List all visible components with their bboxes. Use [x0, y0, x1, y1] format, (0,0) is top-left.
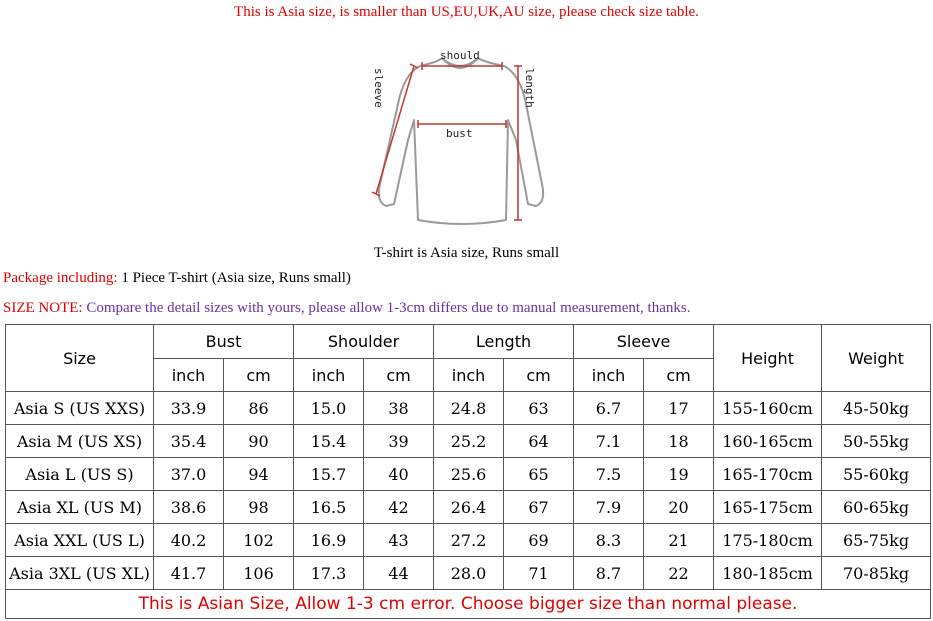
table-row	[6, 491, 931, 524]
cell-shoulder-inch: 15.0	[294, 392, 364, 425]
cell-shoulder-cm: 42	[364, 491, 434, 524]
cell-length-cm: 63	[504, 392, 574, 425]
cell-shoulder-cm: 44	[364, 557, 434, 590]
header-bust: Bust	[154, 325, 294, 359]
table-row	[6, 458, 931, 491]
cell-shoulder-cm: 38	[364, 392, 434, 425]
sleeve-label: sleeve	[372, 68, 385, 108]
table-row	[6, 425, 931, 458]
cell-weight: 65-75kg	[822, 524, 931, 557]
size-note-line	[3, 299, 690, 317]
cell-shoulder-inch: 16.5	[294, 491, 364, 524]
cell-bust-cm: 90	[224, 425, 294, 458]
bust-label: bust	[446, 127, 473, 140]
table-row	[6, 392, 931, 425]
header-size: Size	[6, 325, 154, 392]
cell-height: 180-185cm	[714, 557, 822, 590]
cell-size: Asia S (US XXS)	[6, 392, 154, 425]
cell-bust-cm: 86	[224, 392, 294, 425]
size-note-text: Compare the detail sizes with yours, please allow 1-3cm differs due to manual measurement, thanks.	[82, 300, 691, 316]
subheader-cm: cm	[644, 359, 714, 392]
cell-height: 160-165cm	[714, 425, 822, 458]
cell-height: 175-180cm	[714, 524, 822, 557]
cell-shoulder-inch: 15.7	[294, 458, 364, 491]
cell-height: 165-175cm	[714, 491, 822, 524]
subheader-cm: cm	[364, 359, 434, 392]
size-table	[5, 324, 931, 619]
header-shoulder: Shoulder	[294, 325, 434, 359]
cell-length-inch: 25.6	[434, 458, 504, 491]
cell-length-inch: 28.0	[434, 557, 504, 590]
cell-weight: 70-85kg	[822, 557, 931, 590]
cell-sleeve-inch: 7.9	[574, 491, 644, 524]
cell-bust-inch: 37.0	[154, 458, 224, 491]
cell-sleeve-cm: 19	[644, 458, 714, 491]
cell-size: Asia L (US S)	[6, 458, 154, 491]
cell-length-cm: 69	[504, 524, 574, 557]
subheader-cm: cm	[224, 359, 294, 392]
subheader-inch: inch	[154, 359, 224, 392]
package-text: 1 Piece T-shirt (Asia size, Runs small)	[117, 270, 351, 286]
header-length: Length	[434, 325, 574, 359]
cell-size: Asia XL (US M)	[6, 491, 154, 524]
size-note-label: SIZE NOTE:	[3, 300, 83, 316]
cell-shoulder-inch: 15.4	[294, 425, 364, 458]
length-label: length	[523, 68, 536, 108]
cell-shoulder-inch: 16.9	[294, 524, 364, 557]
cell-length-cm: 65	[504, 458, 574, 491]
cell-bust-cm: 98	[224, 491, 294, 524]
cell-bust-inch: 41.7	[154, 557, 224, 590]
subheader-inch: inch	[434, 359, 504, 392]
cell-sleeve-inch: 8.3	[574, 524, 644, 557]
cell-length-inch: 24.8	[434, 392, 504, 425]
cell-bust-inch: 33.9	[154, 392, 224, 425]
cell-bust-cm: 94	[224, 458, 294, 491]
header-height: Height	[714, 325, 822, 392]
cell-shoulder-cm: 43	[364, 524, 434, 557]
cell-weight: 60-65kg	[822, 491, 931, 524]
cell-bust-cm: 106	[224, 557, 294, 590]
package-label: Package including:	[3, 270, 118, 286]
size-warning-notice: This is Asia size, is smaller than US,EU,UK,AU size, please check size table.	[234, 4, 699, 20]
cell-bust-inch: 40.2	[154, 524, 224, 557]
subheader-cm: cm	[504, 359, 574, 392]
package-line	[3, 269, 351, 287]
cell-weight: 45-50kg	[822, 392, 931, 425]
cell-sleeve-inch: 6.7	[574, 392, 644, 425]
cell-sleeve-cm: 20	[644, 491, 714, 524]
tshirt-measurement-diagram	[358, 44, 558, 234]
cell-bust-inch: 38.6	[154, 491, 224, 524]
cell-shoulder-cm: 39	[364, 425, 434, 458]
cell-weight: 55-60kg	[822, 458, 931, 491]
subheader-inch: inch	[294, 359, 364, 392]
table-footer-note: This is Asian Size, Allow 1-3 cm error. Choose bigger size than normal please.	[6, 590, 931, 619]
cell-sleeve-cm: 21	[644, 524, 714, 557]
subheader-inch: inch	[574, 359, 644, 392]
cell-sleeve-inch: 7.5	[574, 458, 644, 491]
cell-size: Asia XXL (US L)	[6, 524, 154, 557]
cell-shoulder-cm: 40	[364, 458, 434, 491]
cell-size: Asia 3XL (US XL)	[6, 557, 154, 590]
cell-height: 165-170cm	[714, 458, 822, 491]
cell-shoulder-inch: 17.3	[294, 557, 364, 590]
header-weight: Weight	[822, 325, 931, 392]
cell-bust-cm: 102	[224, 524, 294, 557]
table-row	[6, 557, 931, 590]
cell-sleeve-cm: 17	[644, 392, 714, 425]
cell-sleeve-cm: 18	[644, 425, 714, 458]
diagram-caption: T-shirt is Asia size, Runs small	[373, 245, 560, 261]
cell-bust-inch: 35.4	[154, 425, 224, 458]
cell-sleeve-cm: 22	[644, 557, 714, 590]
cell-size: Asia M (US XS)	[6, 425, 154, 458]
shoulder-label: should	[440, 49, 480, 62]
cell-sleeve-inch: 7.1	[574, 425, 644, 458]
cell-weight: 50-55kg	[822, 425, 931, 458]
header-sleeve: Sleeve	[574, 325, 714, 359]
cell-length-cm: 71	[504, 557, 574, 590]
cell-length-cm: 64	[504, 425, 574, 458]
cell-length-inch: 25.2	[434, 425, 504, 458]
cell-length-cm: 67	[504, 491, 574, 524]
table-row	[6, 524, 931, 557]
cell-length-inch: 26.4	[434, 491, 504, 524]
cell-height: 155-160cm	[714, 392, 822, 425]
cell-length-inch: 27.2	[434, 524, 504, 557]
cell-sleeve-inch: 8.7	[574, 557, 644, 590]
